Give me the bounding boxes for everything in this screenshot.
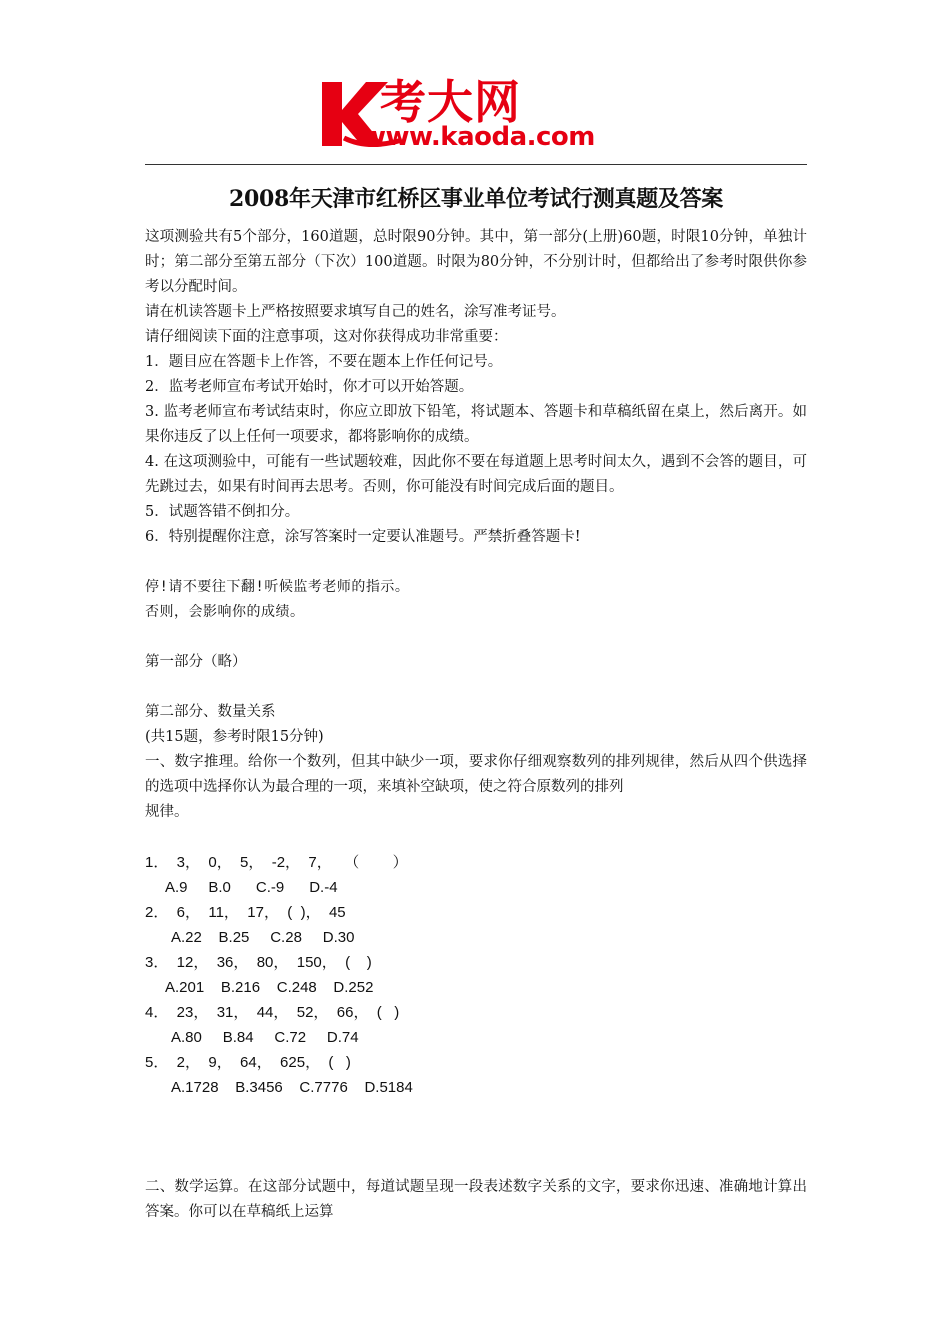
rule-item: 6．特别提醒你注意，涂写答案时一定要认准题号。严禁折叠答题卡! <box>145 529 581 545</box>
document-body <box>145 225 807 1225</box>
section1-instruction-end: 规律。 <box>145 804 189 820</box>
document-title: 2008年天津市红桥区事业单位考试行测真题及答案 <box>228 186 724 212</box>
stop-notice: 停!请不要往下翻!听候监考老师的指示。 <box>145 579 410 595</box>
section1-instruction: 一、数字推理。给你一个数列，但其中缺少一项，要求你仔细观察数列的排列规律，然后从四个供选择的选项中选择你认为最合理的一项，来填补空缺项，使之符合原数列的排列 <box>145 754 807 795</box>
rule-item: 3. 监考老师宣布考试结束时，你应立即放下铅笔，将试题本、答题卡和草稿纸留在桌上，然后离开。如果你违反了以上任何一项要求，都将影响你的成绩。 <box>145 404 807 445</box>
question-3: 3． 12， 36， 80， 150， ( ) <box>145 954 372 971</box>
question-2-options: A.22 B.25 C.28 D.30 <box>171 929 355 946</box>
rule-item: 2．监考老师宣布考试开始时，你才可以开始答题。 <box>145 379 474 395</box>
part2-time: (共15题，参考时限15分钟) <box>145 729 324 745</box>
rule-item: 5．试题答错不倒扣分。 <box>145 504 300 520</box>
kaoda-logo <box>318 76 648 160</box>
question-5-options: A.1728 B.3456 C.7776 D.5184 <box>171 1079 413 1096</box>
read-instruction: 请仔细阅读下面的注意事项，这对你获得成功非常重要： <box>145 329 508 345</box>
stop-notice: 否则，会影响你的成绩。 <box>145 604 305 620</box>
question-1: 1． 3， 0， 5， -2， 7， （ ） <box>145 854 408 871</box>
intro-paragraph: 这项测验共有5个部分，160道题，总时限90分钟。其中，第一部分(上册)60题，时限10分钟，单独计时；第二部分至第五部分（下次）100道题。时限为80分钟，不分别计时，但都给出了参考时限供你参考以分配时间。 <box>145 229 807 295</box>
part2-heading: 第二部分、数量关系 <box>145 704 276 720</box>
part1-heading: 第一部分（略） <box>145 654 247 670</box>
section2-instruction: 二、数学运算。在这部分试题中，每道试题呈现一段表述数字关系的文字，要求你迅速、准确地计算出答案。你可以在草稿纸上运算 <box>145 1179 807 1220</box>
rule-item: 1．题目应在答题卡上作答，不要在题本上作任何记号。 <box>145 354 503 370</box>
question-2: 2． 6， 11， 17， ( )， 45 <box>145 904 346 921</box>
fill-instruction: 请在机读答题卡上严格按照要求填写自己的姓名，涂写准考证号。 <box>145 304 566 320</box>
logo-title: 考大网 <box>380 75 521 129</box>
question-3-options: A.201 B.216 C.248 D.252 <box>165 979 374 996</box>
question-5: 5． 2， 9， 64， 625， ( ) <box>145 1054 351 1071</box>
question-1-options: A.9 B.0 C.-9 D.-4 <box>165 879 338 896</box>
question-4: 4． 23， 31， 44， 52， 66， ( ) <box>145 1004 400 1021</box>
question-4-options: A.80 B.84 C.72 D.74 <box>171 1029 359 1046</box>
logo-url: www.kaoda.com <box>362 122 595 152</box>
rule-item: 4. 在这项测验中，可能有一些试题较难，因此你不要在每道题上思考时间太久，遇到不会答的题目，可先跳过去，如果有时间再去思考。否则，你可能没有时间完成后面的题目。 <box>145 454 807 495</box>
header-rule <box>145 164 807 165</box>
